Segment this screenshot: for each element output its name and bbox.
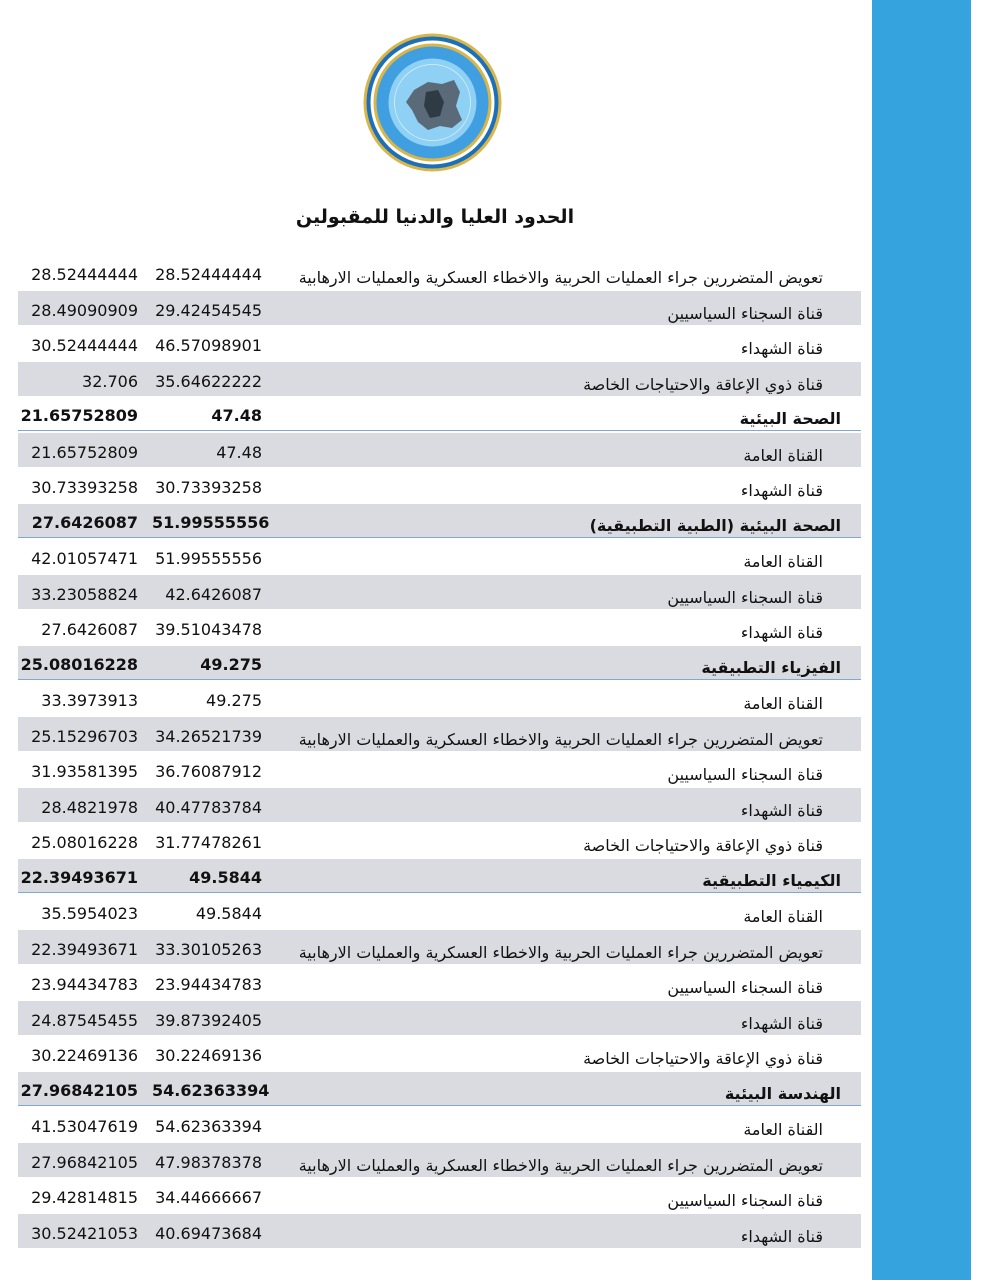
min-value: 22.39493671 bbox=[20, 867, 138, 887]
channel-name: قناة الشهداء bbox=[740, 800, 823, 820]
channel-name: قناة السجناء السياسيين bbox=[667, 978, 823, 997]
channel-name: قناة السجناء السياسيين bbox=[667, 1191, 823, 1210]
table-row bbox=[18, 1143, 861, 1177]
channel-name: قناة الشهداء bbox=[740, 339, 823, 358]
side-accent-bar bbox=[872, 0, 971, 1280]
max-value: 49.5844 bbox=[189, 867, 262, 887]
table-row bbox=[18, 539, 861, 573]
max-value: 36.76087912 bbox=[155, 762, 262, 781]
min-value: 30.52421053 bbox=[31, 1223, 138, 1243]
channel-name: قناة الشهداء bbox=[740, 1013, 823, 1033]
table-row bbox=[18, 1001, 861, 1035]
min-value: 42.01057471 bbox=[31, 549, 138, 568]
max-value: 47.98378378 bbox=[155, 1152, 262, 1172]
min-value: 30.73393258 bbox=[31, 478, 138, 497]
max-value: 51.99555556 bbox=[155, 549, 262, 568]
min-value: 27.6426087 bbox=[41, 620, 138, 639]
table-row bbox=[18, 823, 861, 857]
department-name: الصحة البيئية bbox=[739, 409, 841, 428]
admission-limits-table bbox=[18, 255, 861, 1249]
channel-name: قناة السجناء السياسيين bbox=[667, 587, 823, 607]
channel-name: تعويض المتضررين جراء العمليات الحربية والاخطاء العسكرية والعمليات الارهابية bbox=[298, 268, 823, 287]
table-row bbox=[18, 717, 861, 751]
max-value: 42.6426087 bbox=[165, 584, 262, 604]
department-name: الهندسة البيئية bbox=[724, 1083, 841, 1103]
min-value: 28.52444444 bbox=[31, 265, 138, 284]
channel-name: القناة العامة bbox=[743, 694, 823, 713]
min-value: 35.5954023 bbox=[41, 904, 138, 923]
max-value: 47.48 bbox=[211, 406, 262, 425]
table-row bbox=[18, 1036, 861, 1070]
section-row bbox=[18, 646, 861, 680]
table-row bbox=[18, 326, 861, 360]
min-value: 27.96842105 bbox=[20, 1080, 138, 1100]
section-row bbox=[18, 1072, 861, 1106]
table-row bbox=[18, 468, 861, 502]
table-row bbox=[18, 681, 861, 715]
min-value: 33.3973913 bbox=[41, 691, 138, 710]
max-value: 29.42454545 bbox=[155, 300, 262, 320]
channel-name: القناة العامة bbox=[743, 552, 823, 571]
min-value: 32.706 bbox=[82, 371, 138, 391]
max-value: 34.44666667 bbox=[155, 1188, 262, 1207]
max-value: 49.275 bbox=[200, 654, 262, 674]
max-value: 31.77478261 bbox=[155, 833, 262, 852]
max-value: 49.275 bbox=[206, 691, 262, 710]
table-row bbox=[18, 1214, 861, 1248]
table-row bbox=[18, 930, 861, 964]
section-row bbox=[18, 504, 861, 538]
channel-name: القناة العامة bbox=[743, 1120, 823, 1139]
channel-name: القناة العامة bbox=[743, 445, 823, 465]
max-value: 54.62363394 bbox=[152, 1080, 270, 1100]
department-name: الفيزياء التطبيقية bbox=[701, 657, 841, 677]
max-value: 54.62363394 bbox=[155, 1117, 262, 1136]
min-value: 27.6426087 bbox=[31, 512, 138, 532]
table-row bbox=[18, 965, 861, 999]
min-value: 30.52444444 bbox=[31, 336, 138, 355]
max-value: 49.5844 bbox=[195, 904, 262, 923]
min-value: 24.87545455 bbox=[31, 1010, 138, 1030]
channel-name: قناة الشهداء bbox=[740, 1226, 823, 1246]
table-row bbox=[18, 291, 861, 325]
min-value: 25.15296703 bbox=[31, 726, 138, 746]
channel-name: قناة ذوي الإعاقة والاحتياجات الخاصة bbox=[583, 374, 823, 394]
max-value: 23.94434783 bbox=[155, 975, 262, 994]
channel-name: قناة ذوي الإعاقة والاحتياجات الخاصة bbox=[583, 836, 823, 855]
channel-name: تعويض المتضررين جراء العمليات الحربية والاخطاء العسكرية والعمليات الارهابية bbox=[298, 729, 823, 749]
min-value: 25.08016228 bbox=[31, 833, 138, 852]
table-row bbox=[18, 894, 861, 928]
min-value: 25.08016228 bbox=[20, 654, 138, 674]
max-value: 33.30105263 bbox=[155, 939, 262, 959]
department-name: الكيمياء التطبيقية bbox=[702, 870, 841, 890]
min-value: 33.23058824 bbox=[31, 584, 138, 604]
min-value: 28.4821978 bbox=[41, 797, 138, 817]
max-value: 39.87392405 bbox=[155, 1010, 262, 1030]
min-value: 28.49090909 bbox=[31, 300, 138, 320]
department-name: الصحة البيئية (الطبية التطبيقية) bbox=[589, 515, 841, 535]
min-value: 41.53047619 bbox=[31, 1117, 138, 1136]
table-row bbox=[18, 433, 861, 467]
channel-name: القناة العامة bbox=[743, 907, 823, 926]
max-value: 47.48 bbox=[216, 442, 262, 462]
table-row bbox=[18, 610, 861, 644]
min-value: 30.22469136 bbox=[31, 1046, 138, 1065]
max-value: 35.64622222 bbox=[155, 371, 262, 391]
channel-name: قناة السجناء السياسيين bbox=[667, 303, 823, 323]
table-row bbox=[18, 362, 861, 396]
max-value: 30.73393258 bbox=[155, 478, 262, 497]
table-row bbox=[18, 1107, 861, 1141]
table-row bbox=[18, 575, 861, 609]
min-value: 31.93581395 bbox=[31, 762, 138, 781]
section-row bbox=[18, 397, 861, 431]
table-row bbox=[18, 788, 861, 822]
min-value: 21.65752809 bbox=[20, 406, 138, 425]
channel-name: قناة ذوي الإعاقة والاحتياجات الخاصة bbox=[583, 1049, 823, 1068]
min-value: 29.42814815 bbox=[31, 1188, 138, 1207]
channel-name: قناة السجناء السياسيين bbox=[667, 765, 823, 784]
max-value: 46.57098901 bbox=[155, 336, 262, 355]
table-row bbox=[18, 255, 861, 289]
max-value: 51.99555556 bbox=[152, 512, 270, 532]
max-value: 40.69473684 bbox=[155, 1223, 262, 1243]
max-value: 40.47783784 bbox=[155, 797, 262, 817]
channel-name: تعويض المتضررين جراء العمليات الحربية والاخطاء العسكرية والعمليات الارهابية bbox=[298, 1155, 823, 1175]
table-row bbox=[18, 1178, 861, 1212]
section-row bbox=[18, 859, 861, 893]
channel-name: تعويض المتضررين جراء العمليات الحربية والاخطاء العسكرية والعمليات الارهابية bbox=[298, 942, 823, 962]
council-logo bbox=[362, 32, 503, 173]
min-value: 23.94434783 bbox=[31, 975, 138, 994]
page-title: الحدود العليا والدنيا للمقبولين bbox=[295, 206, 575, 228]
max-value: 28.52444444 bbox=[155, 265, 262, 284]
min-value: 27.96842105 bbox=[31, 1152, 138, 1172]
max-value: 34.26521739 bbox=[155, 726, 262, 746]
channel-name: قناة الشهداء bbox=[740, 481, 823, 500]
min-value: 22.39493671 bbox=[31, 939, 138, 959]
table-row bbox=[18, 752, 861, 786]
max-value: 39.51043478 bbox=[155, 620, 262, 639]
max-value: 30.22469136 bbox=[155, 1046, 262, 1065]
min-value: 21.65752809 bbox=[31, 442, 138, 462]
channel-name: قناة الشهداء bbox=[740, 623, 823, 642]
